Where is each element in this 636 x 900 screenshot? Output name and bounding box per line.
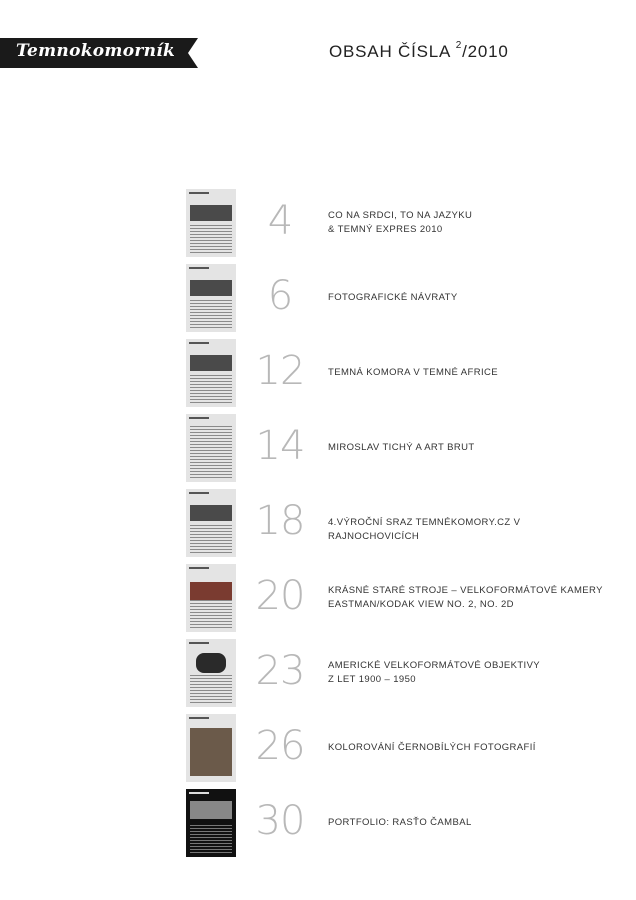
issue-year: /2010 xyxy=(462,42,509,61)
thumbnail-photo xyxy=(190,355,232,371)
page-thumbnail[interactable] xyxy=(186,489,236,557)
thumbnail-lines xyxy=(190,525,232,553)
thumbnail-head xyxy=(189,642,209,644)
thumbnail-head xyxy=(189,342,209,344)
page-number: 26 xyxy=(255,723,305,769)
entry-title-line1: MIROSLAV TICHÝ A ART BRUT xyxy=(328,442,475,453)
thumbnail-photo xyxy=(190,728,232,776)
page-thumbnail[interactable] xyxy=(186,189,236,257)
entry-title[interactable] xyxy=(328,291,608,305)
thumbnail-lines xyxy=(190,225,232,253)
entry-title[interactable] xyxy=(328,659,608,687)
issue-label: OBSAH ČÍSLA xyxy=(329,42,456,61)
page-thumbnail[interactable] xyxy=(186,714,236,782)
entry-title[interactable] xyxy=(328,584,608,612)
thumbnail-lines xyxy=(190,426,232,478)
page-thumbnail[interactable] xyxy=(186,789,236,857)
thumbnail-lines xyxy=(190,375,232,403)
page-number: 23 xyxy=(255,648,305,694)
entry-title-line1: AMERICKÉ VELKOFORMÁTOVÉ OBJEKTIVY xyxy=(328,660,541,671)
page-thumbnail[interactable] xyxy=(186,564,236,632)
entry-title-line2: EASTMAN/KODAK VIEW NO. 2, NO. 2D xyxy=(328,599,514,610)
page-number: 14 xyxy=(255,423,305,469)
entry-title-line1: FOTOGRAFICKÉ NÁVRATY xyxy=(328,292,458,303)
page-number: 18 xyxy=(255,498,305,544)
entry-title-line1: CO NA SRDCI, TO NA JAZYKU xyxy=(328,210,473,221)
entry-title[interactable] xyxy=(328,209,608,237)
page-thumbnail[interactable] xyxy=(186,264,236,332)
issue-title xyxy=(329,42,509,62)
thumbnail-photo xyxy=(190,801,232,819)
entry-title-line1: KRÁSNÉ STARÉ STROJE – VELKOFORMÁTOVÉ KAMERY xyxy=(328,585,603,596)
page-thumbnail[interactable] xyxy=(186,414,236,482)
thumbnail-head xyxy=(189,792,209,794)
toc-entry[interactable] xyxy=(186,564,606,632)
entry-title-line1: KOLOROVÁNÍ ČERNOBÍLÝCH FOTOGRAFIÍ xyxy=(328,742,536,753)
thumbnail-photo xyxy=(196,653,226,673)
toc-entry[interactable] xyxy=(186,489,606,557)
page-number: 20 xyxy=(255,573,305,619)
entry-title-line2: & TEMNÝ EXPRES 2010 xyxy=(328,224,443,235)
thumbnail-head xyxy=(189,717,209,719)
toc-entry[interactable] xyxy=(186,789,606,857)
thumbnail-photo xyxy=(190,505,232,521)
thumbnail-head xyxy=(189,567,209,569)
thumbnail-lines xyxy=(190,600,232,628)
logo-banner xyxy=(0,38,200,68)
thumbnail-head xyxy=(189,492,209,494)
thumbnail-photo xyxy=(190,280,232,296)
thumbnail-head xyxy=(189,417,209,419)
toc-entry[interactable] xyxy=(186,264,606,332)
thumbnail-head xyxy=(189,192,209,194)
entry-title[interactable] xyxy=(328,816,608,830)
entry-title-line1: TEMNÁ KOMORA V TEMNÉ AFRICE xyxy=(328,367,499,378)
thumbnail-lines xyxy=(190,300,232,328)
issue-number: 2 xyxy=(455,40,463,51)
page-number: 6 xyxy=(267,273,293,319)
thumbnail-photo xyxy=(190,205,232,221)
toc-entry[interactable] xyxy=(186,639,606,707)
entry-title-line1: 4.VÝROČNÍ SRAZ TEMNÉKOMORY.CZ V RAJNOCHOVICÍCH xyxy=(328,517,521,542)
toc-entry[interactable] xyxy=(186,414,606,482)
entry-title[interactable] xyxy=(328,741,608,755)
page-number: 12 xyxy=(255,348,305,394)
thumbnail-lines xyxy=(190,675,232,703)
page-thumbnail[interactable] xyxy=(186,639,236,707)
thumbnail-lines xyxy=(190,825,232,853)
page-number: 4 xyxy=(267,198,293,244)
page-thumbnail[interactable] xyxy=(186,339,236,407)
entry-title[interactable] xyxy=(328,366,608,380)
entry-title-line1: PORTFOLIO: RASŤO ČAMBAL xyxy=(328,817,472,828)
logo-text: Temnokomorník xyxy=(16,41,176,61)
toc-entry[interactable] xyxy=(186,189,606,257)
entry-title[interactable] xyxy=(328,441,608,455)
entry-title[interactable] xyxy=(328,516,608,544)
toc-entry[interactable] xyxy=(186,339,606,407)
thumbnail-head xyxy=(189,267,209,269)
page-number: 30 xyxy=(255,798,305,844)
toc-entry[interactable] xyxy=(186,714,606,782)
thumbnail-photo xyxy=(190,582,232,600)
entry-title-line2: Z LET 1900 – 1950 xyxy=(328,674,416,685)
